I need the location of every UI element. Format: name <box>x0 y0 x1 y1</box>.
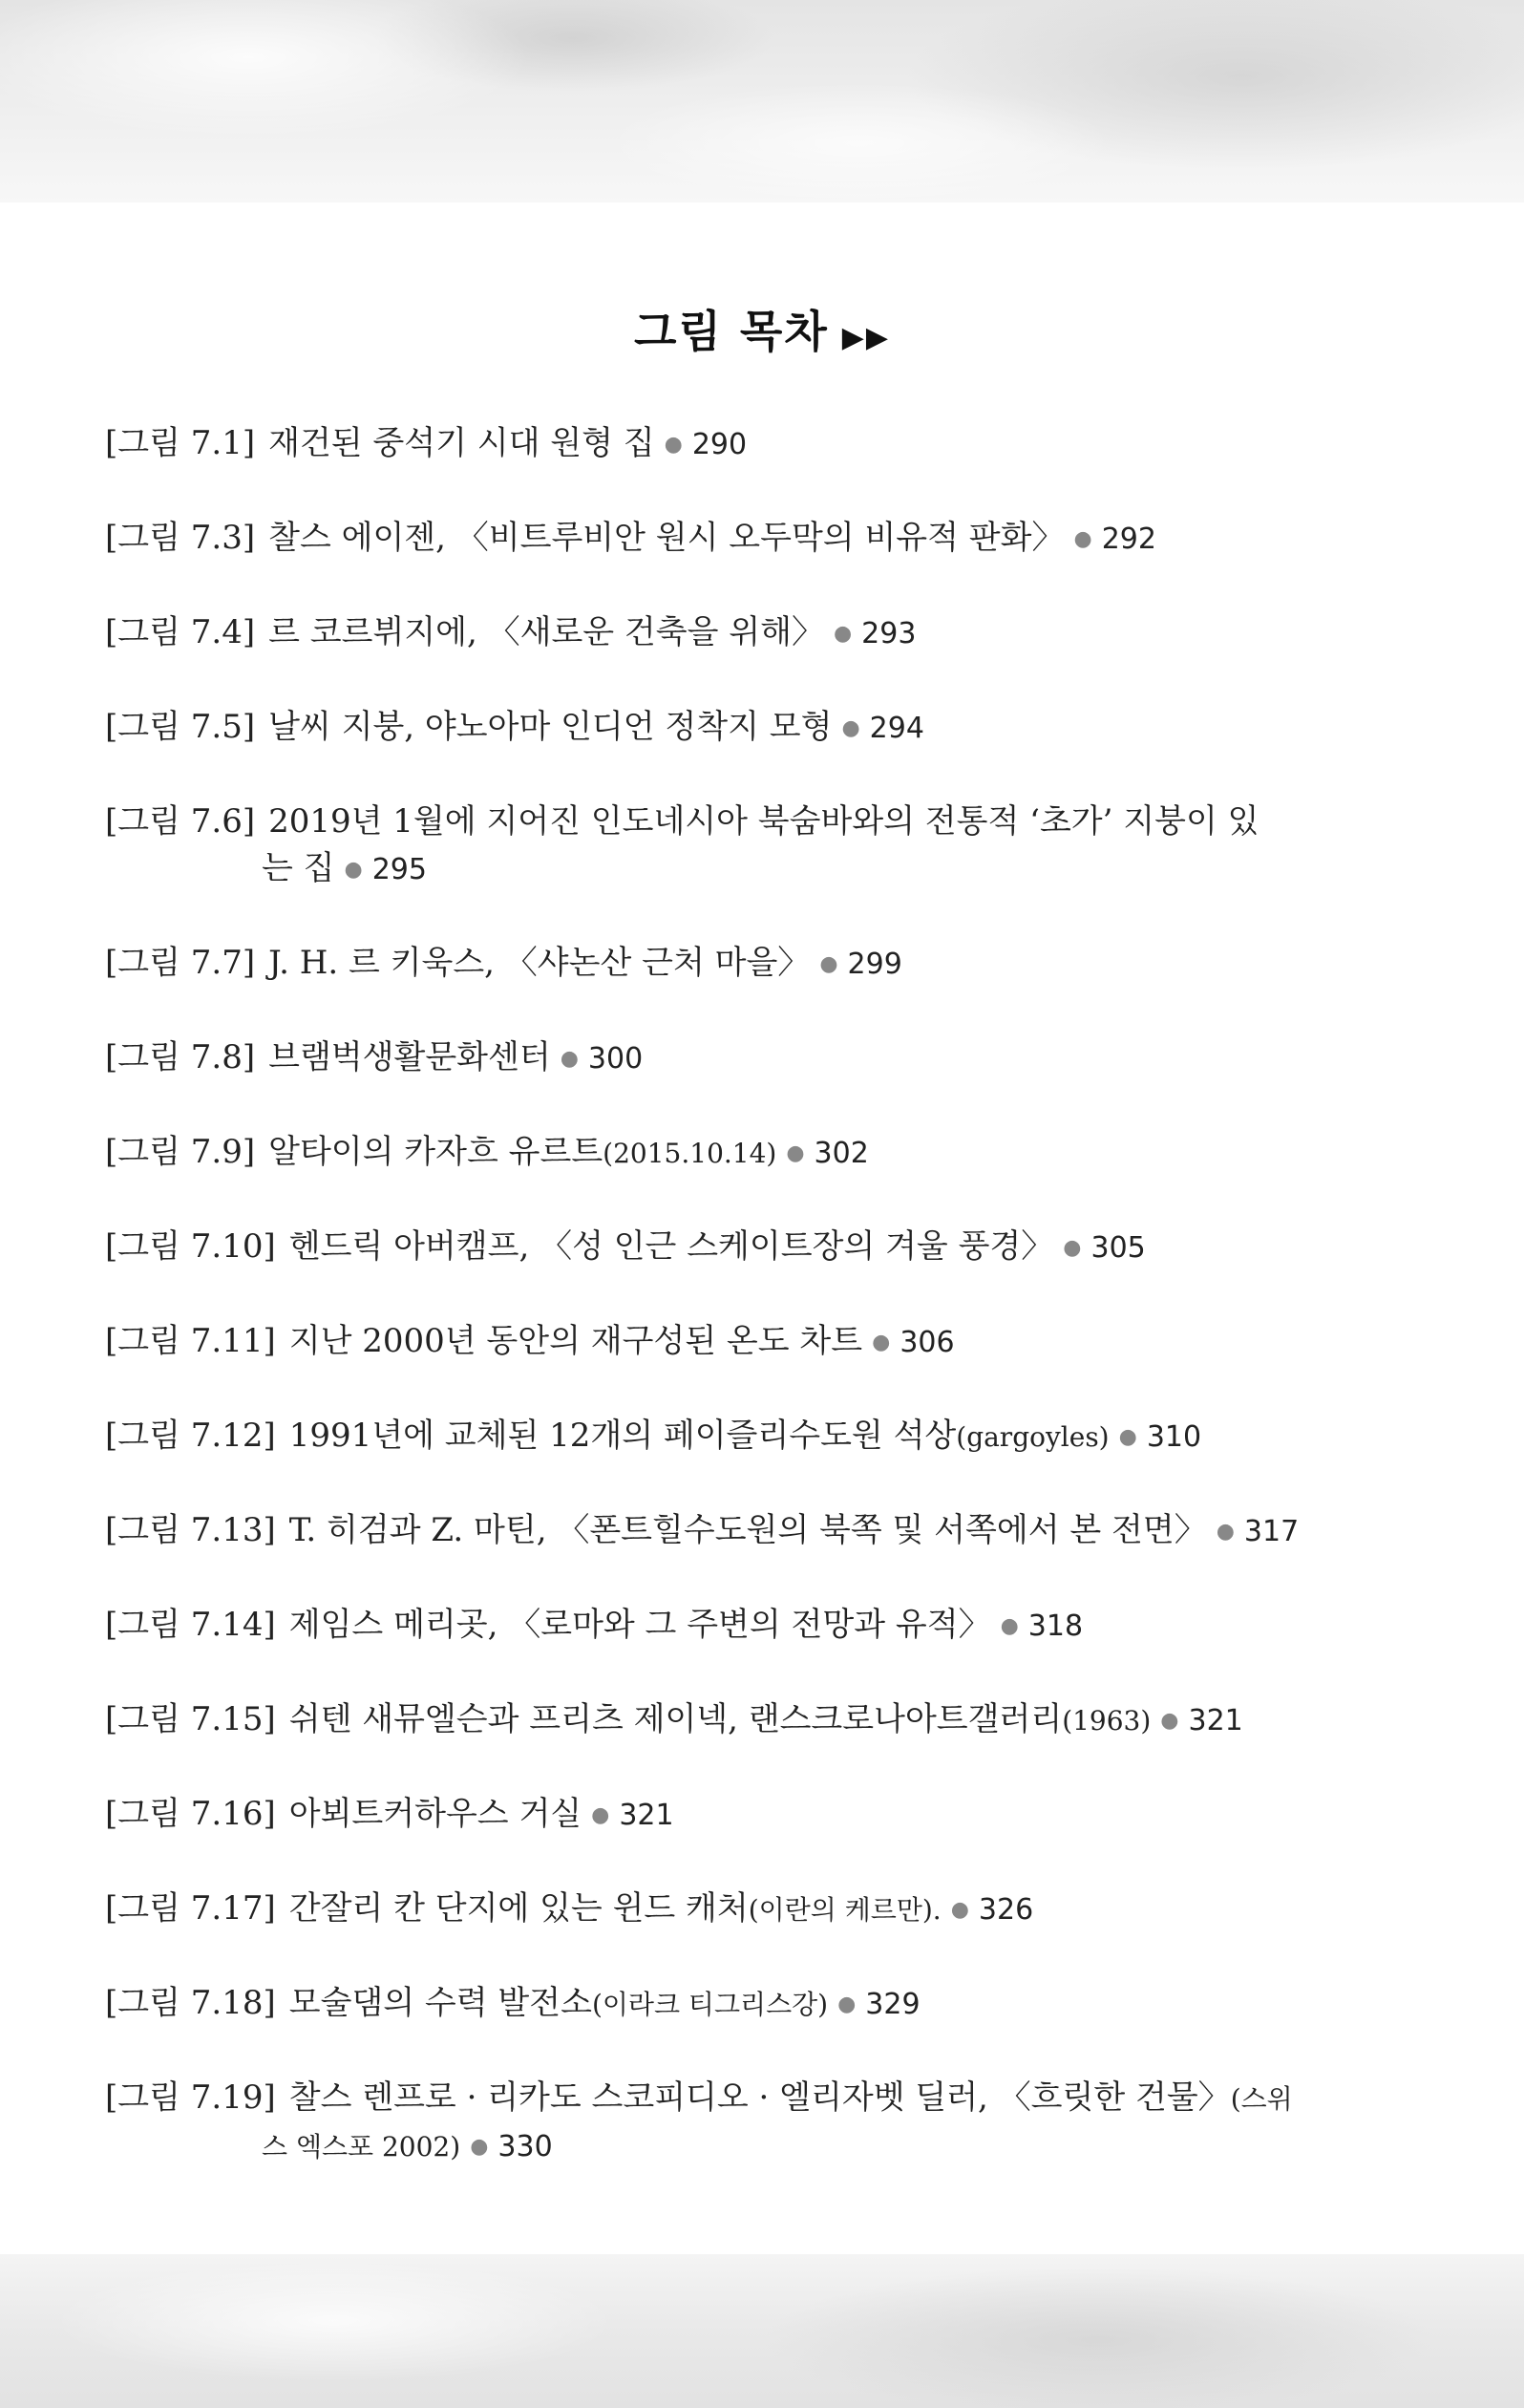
figure-label: [그림 7.11] <box>105 1322 276 1360</box>
figure-title: 아뵈트커하우스 거실 <box>288 1795 582 1833</box>
figure-label: [그림 7.4] <box>105 613 256 651</box>
figure-entry-7-7 <box>105 940 1346 988</box>
figure-title: 찰스 렌프로 · 리카도 스코피디오 · 엘리자벳 딜러, 〈흐릿한 건물〉 <box>288 2078 1231 2117</box>
figure-page-number: 318 <box>1027 1609 1084 1643</box>
figure-title: 쉬텐 새뮤엘슨과 프리츠 제이넥, 랜스크로나아트갤러리 <box>288 1700 1063 1738</box>
figure-page-number: 300 <box>587 1042 644 1076</box>
figure-entry-7-16 <box>105 1791 1346 1839</box>
figure-entry-7-3 <box>105 515 1346 563</box>
bullet-icon: ● <box>470 2135 489 2159</box>
bullet-icon: ● <box>1000 1614 1019 1638</box>
figure-page-number: 329 <box>865 1988 921 2021</box>
figure-title-continuation-line <box>105 2122 1346 2170</box>
figure-page-number: 292 <box>1101 522 1156 556</box>
figure-entry-7-10 <box>105 1224 1346 1271</box>
figure-title: 날씨 지붕, 야노아마 인디언 정착지 모형 <box>268 708 833 746</box>
figure-title-note: (1963) <box>1062 1705 1152 1737</box>
figure-title: 헨드릭 아버캠프, 〈성 인근 스케이트장의 겨울 풍경〉 <box>288 1227 1054 1266</box>
figure-title: 지난 2000년 동안의 재구성된 온도 차트 <box>288 1322 863 1360</box>
figure-title: 간잘리 칸 단지에 있는 윈드 캐처 <box>288 1889 749 1928</box>
figure-entry-7-19 <box>105 2075 1346 2170</box>
figure-title: 1991년에 교체된 12개의 페이즐리수도원 석상 <box>288 1417 957 1455</box>
figure-label: [그림 7.17] <box>105 1889 276 1928</box>
figure-label: [그림 7.9] <box>105 1133 256 1171</box>
figure-entry-7-17 <box>105 1886 1346 1933</box>
figure-title: 재건된 중석기 시대 원형 집 <box>268 424 655 462</box>
bullet-icon: ● <box>1216 1520 1235 1544</box>
figure-title-note: (스위 <box>1230 2083 1293 2115</box>
figure-label: [그림 7.13] <box>105 1511 276 1549</box>
figure-title: 찰스 에이젠, 〈비트루비안 원시 오두막의 비유적 판화〉 <box>268 519 1065 557</box>
figure-label: [그림 7.15] <box>105 1700 276 1738</box>
figure-entry-7-11 <box>105 1318 1346 1366</box>
bullet-icon: ● <box>591 1803 610 1827</box>
figure-page-number: 305 <box>1090 1231 1146 1265</box>
figure-title-note: (이란의 케르만). <box>748 1894 942 1926</box>
figure-title-continuation: 스 엑스포 2002) <box>262 2131 461 2163</box>
page-title-text: 그림 목차 <box>634 305 829 357</box>
footer-decorative-band <box>0 2254 1524 2408</box>
figure-label: [그림 7.14] <box>105 1606 276 1644</box>
bullet-icon: ● <box>1073 527 1092 551</box>
figure-page-number: 326 <box>978 1893 1034 1927</box>
figure-page-number: 293 <box>861 617 917 650</box>
figure-page-number: 302 <box>814 1137 869 1170</box>
bullet-icon: ● <box>1063 1236 1082 1260</box>
bullet-icon: ● <box>786 1141 805 1165</box>
figure-title: J. H. 르 키욱스, 〈샤논산 근처 마을〉 <box>268 944 811 982</box>
figure-title: 알타이의 카자흐 유르트 <box>268 1133 603 1171</box>
page-title <box>0 297 1524 360</box>
figure-page-number: 317 <box>1243 1515 1300 1548</box>
figure-title-note: (2015.10.14) <box>603 1138 777 1169</box>
figure-title: 2019년 1월에 지어진 인도네시아 북숨바와의 전통적 ‘초가’ 지붕이 있 <box>268 802 1259 841</box>
figure-entry-7-5 <box>105 704 1346 752</box>
figure-page-number: 321 <box>619 1799 674 1832</box>
figure-label: [그림 7.6] <box>105 802 256 841</box>
figure-label: [그림 7.12] <box>105 1417 276 1455</box>
bullet-icon: ● <box>872 1331 891 1354</box>
bullet-icon: ● <box>819 952 838 976</box>
bullet-icon: ● <box>1160 1709 1179 1733</box>
figure-label: [그림 7.7] <box>105 944 256 982</box>
figure-title-note: (이라크 티그리스강) <box>591 1989 829 2020</box>
figure-entry-7-12 <box>105 1413 1346 1460</box>
figure-label: [그림 7.8] <box>105 1038 256 1076</box>
bullet-icon: ● <box>950 1898 969 1922</box>
figure-entry-7-6 <box>105 799 1346 893</box>
figure-page-number: 306 <box>900 1326 955 1359</box>
bullet-icon: ● <box>1118 1425 1137 1449</box>
figure-entry-7-14 <box>105 1602 1346 1650</box>
figure-page-number: 294 <box>869 712 924 745</box>
figure-label: [그림 7.5] <box>105 708 256 746</box>
figure-entry-7-15 <box>105 1696 1346 1744</box>
figure-entry-7-1 <box>105 420 1346 468</box>
figure-entry-7-8 <box>105 1034 1346 1082</box>
figure-page-number: 299 <box>847 948 902 981</box>
figure-title: T. 히검과 Z. 마틴, 〈폰트힐수도원의 북쪽 및 서쪽에서 본 전면〉 <box>288 1511 1207 1549</box>
figure-title-continuation: 는 집 <box>262 849 335 887</box>
figure-title: 제임스 메리곳, 〈로마와 그 주변의 전망과 유적〉 <box>288 1606 991 1644</box>
figure-title-note: (gargoyles) <box>956 1421 1110 1453</box>
bullet-icon: ● <box>837 1992 857 2016</box>
figure-page-number: 290 <box>691 428 748 461</box>
figure-label: [그림 7.3] <box>105 519 256 557</box>
figure-entry-7-13 <box>105 1507 1346 1555</box>
figure-entry-7-18 <box>105 1980 1346 2028</box>
figure-label: [그림 7.18] <box>105 1984 276 2022</box>
figure-label: [그림 7.1] <box>105 424 256 462</box>
figure-title-continuation-line <box>105 845 1346 893</box>
figure-label: [그림 7.10] <box>105 1227 276 1266</box>
bullet-icon: ● <box>664 433 683 457</box>
figure-entry-7-9 <box>105 1129 1346 1177</box>
figure-title: 모술댐의 수력 발전소 <box>288 1984 592 2022</box>
figure-label: [그림 7.16] <box>105 1795 276 1833</box>
figure-page-number: 321 <box>1188 1704 1243 1737</box>
figure-list <box>105 420 1346 2217</box>
figure-title: 브램벅생활문화센터 <box>268 1038 551 1076</box>
figure-page-number: 310 <box>1146 1420 1202 1454</box>
figure-title: 르 코르뷔지에, 〈새로운 건축을 위해〉 <box>268 613 824 651</box>
bullet-icon: ● <box>833 622 853 646</box>
figure-label: [그림 7.19] <box>105 2078 276 2117</box>
bullet-icon: ● <box>344 858 363 882</box>
figure-page-number: 330 <box>497 2130 553 2163</box>
figure-entry-7-4 <box>105 609 1346 657</box>
title-arrows-icon: ▶▶ <box>841 320 890 354</box>
figure-page-number: 295 <box>371 853 427 886</box>
bullet-icon: ● <box>841 716 860 740</box>
bullet-icon: ● <box>560 1047 579 1071</box>
header-decorative-band <box>0 0 1524 202</box>
